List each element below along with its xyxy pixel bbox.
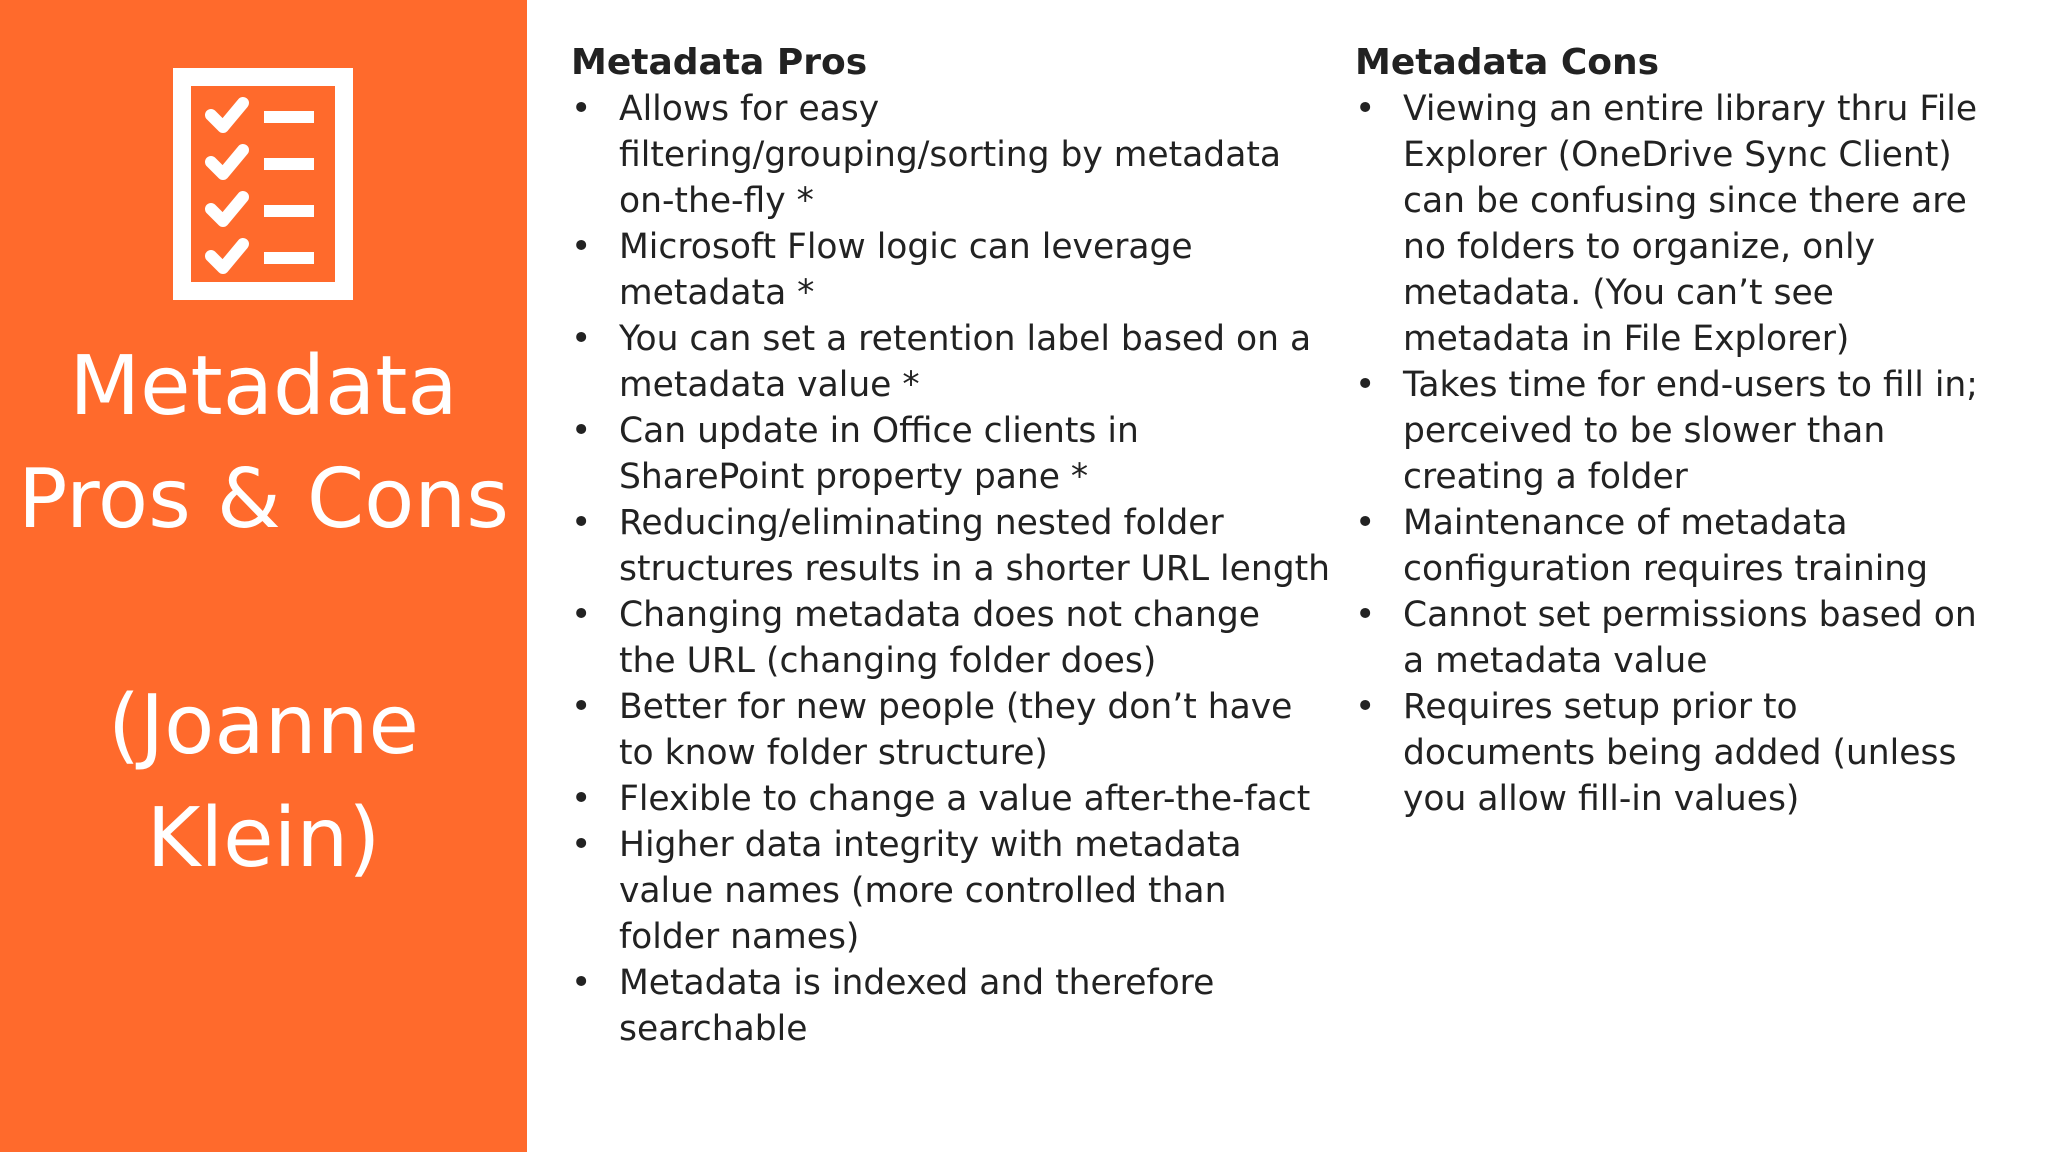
bullet-text-line: on-the-fly * [619, 181, 814, 221]
bullet-icon: • [571, 963, 592, 1003]
bullet-item [571, 776, 1331, 822]
bullet-text-line: metadata. (You can’t see [1403, 273, 1834, 313]
bullet-text-line: Viewing an entire library thru File [1403, 89, 1978, 129]
bullet-item [1355, 684, 2015, 822]
bullet-item [571, 408, 1331, 500]
bullet-icon: • [1355, 365, 1376, 405]
bullet-icon: • [571, 595, 592, 635]
bullet-item [571, 960, 1331, 1052]
bullet-text-line: configuration requires training [1403, 549, 1929, 589]
bullet-icon: • [571, 89, 592, 129]
bullet-text-line: creating a folder [1403, 457, 1688, 497]
cons-list [1355, 86, 2015, 822]
bullet-text-line: to know folder structure) [619, 733, 1048, 773]
title-panel [0, 0, 527, 1152]
bullet-text-line: Explorer (OneDrive Sync Client) [1403, 135, 1952, 175]
bullet-icon: • [571, 319, 592, 359]
bullet-icon: • [571, 779, 592, 819]
bullet-item [1355, 592, 2015, 684]
bullet-text-line: you allow fill-in values) [1403, 779, 1800, 819]
bullet-text-line: documents being added (unless [1403, 733, 1957, 773]
bullet-text-line: can be confusing since there are [1403, 181, 1967, 221]
bullet-item [1355, 86, 2015, 362]
bullet-icon: • [571, 825, 592, 865]
bullet-text-line: Better for new people (they don’t have [619, 687, 1293, 727]
bullet-text-line: metadata in File Explorer) [1403, 319, 1850, 359]
bullet-text-line: Microsoft Flow logic can leverage [619, 227, 1193, 267]
slide-title [0, 330, 527, 895]
bullet-text-line: the URL (changing folder does) [619, 641, 1157, 681]
bullet-text-line: Flexible to change a value after-the-fact [619, 779, 1311, 819]
pros-column [571, 40, 1331, 1052]
bullet-text-line: Requires setup prior to [1403, 687, 1798, 727]
bullet-icon: • [571, 411, 592, 451]
bullet-icon: • [1355, 595, 1376, 635]
author-line: Klein) [146, 791, 381, 886]
bullet-text-line: metadata * [619, 273, 815, 313]
bullet-icon: • [571, 503, 592, 543]
bullet-text-line: Changing metadata does not change [619, 595, 1260, 635]
bullet-text-line: perceived to be slower than [1403, 411, 1886, 451]
pros-heading: Metadata Pros [571, 42, 868, 83]
bullet-item [571, 224, 1331, 316]
bullet-text-line: folder names) [619, 917, 860, 957]
bullet-item [1355, 362, 2015, 500]
bullet-text-line: Allows for easy [619, 89, 880, 129]
bullet-item [571, 500, 1331, 592]
bullet-text-line: Can update in Office clients in [619, 411, 1139, 451]
bullet-item [571, 684, 1331, 776]
bullet-text-line: no folders to organize, only [1403, 227, 1876, 267]
bullet-text-line: a metadata value [1403, 641, 1708, 681]
bullet-text-line: Takes time for end-users to fill in; [1403, 365, 1978, 405]
bullet-text-line: structures results in a shorter URL length [619, 549, 1330, 589]
bullet-icon: • [571, 227, 592, 267]
title-line: Pros & Cons [18, 452, 509, 547]
bullet-text-line: metadata value * [619, 365, 920, 405]
bullet-text-line: You can set a retention label based on a [619, 319, 1312, 359]
bullet-item [1355, 500, 2015, 592]
bullet-item [571, 592, 1331, 684]
bullet-text-line: filtering/grouping/sorting by metadata [619, 135, 1282, 175]
bullet-icon: • [571, 687, 592, 727]
title-line: Metadata [69, 339, 458, 434]
bullet-item [571, 86, 1331, 224]
checklist-icon [173, 68, 353, 300]
bullet-text-line: searchable [619, 1009, 808, 1049]
cons-column [1355, 40, 2015, 822]
bullet-icon: • [1355, 687, 1376, 727]
author-line: (Joanne [108, 678, 419, 773]
cons-heading: Metadata Cons [1355, 42, 1660, 83]
bullet-text-line: Reducing/eliminating nested folder [619, 503, 1224, 543]
bullet-text-line: Higher data integrity with metadata [619, 825, 1242, 865]
bullet-text-line: SharePoint property pane * [619, 457, 1089, 497]
pros-list [571, 86, 1331, 1052]
bullet-item [571, 316, 1331, 408]
bullet-icon: • [1355, 503, 1376, 543]
bullet-text-line: value names (more controlled than [619, 871, 1227, 911]
bullet-text-line: Maintenance of metadata [1403, 503, 1848, 543]
bullet-icon: • [1355, 89, 1376, 129]
bullet-text-line: Cannot set permissions based on [1403, 595, 1977, 635]
bullet-text-line: Metadata is indexed and therefore [619, 963, 1215, 1003]
bullet-item [571, 822, 1331, 960]
